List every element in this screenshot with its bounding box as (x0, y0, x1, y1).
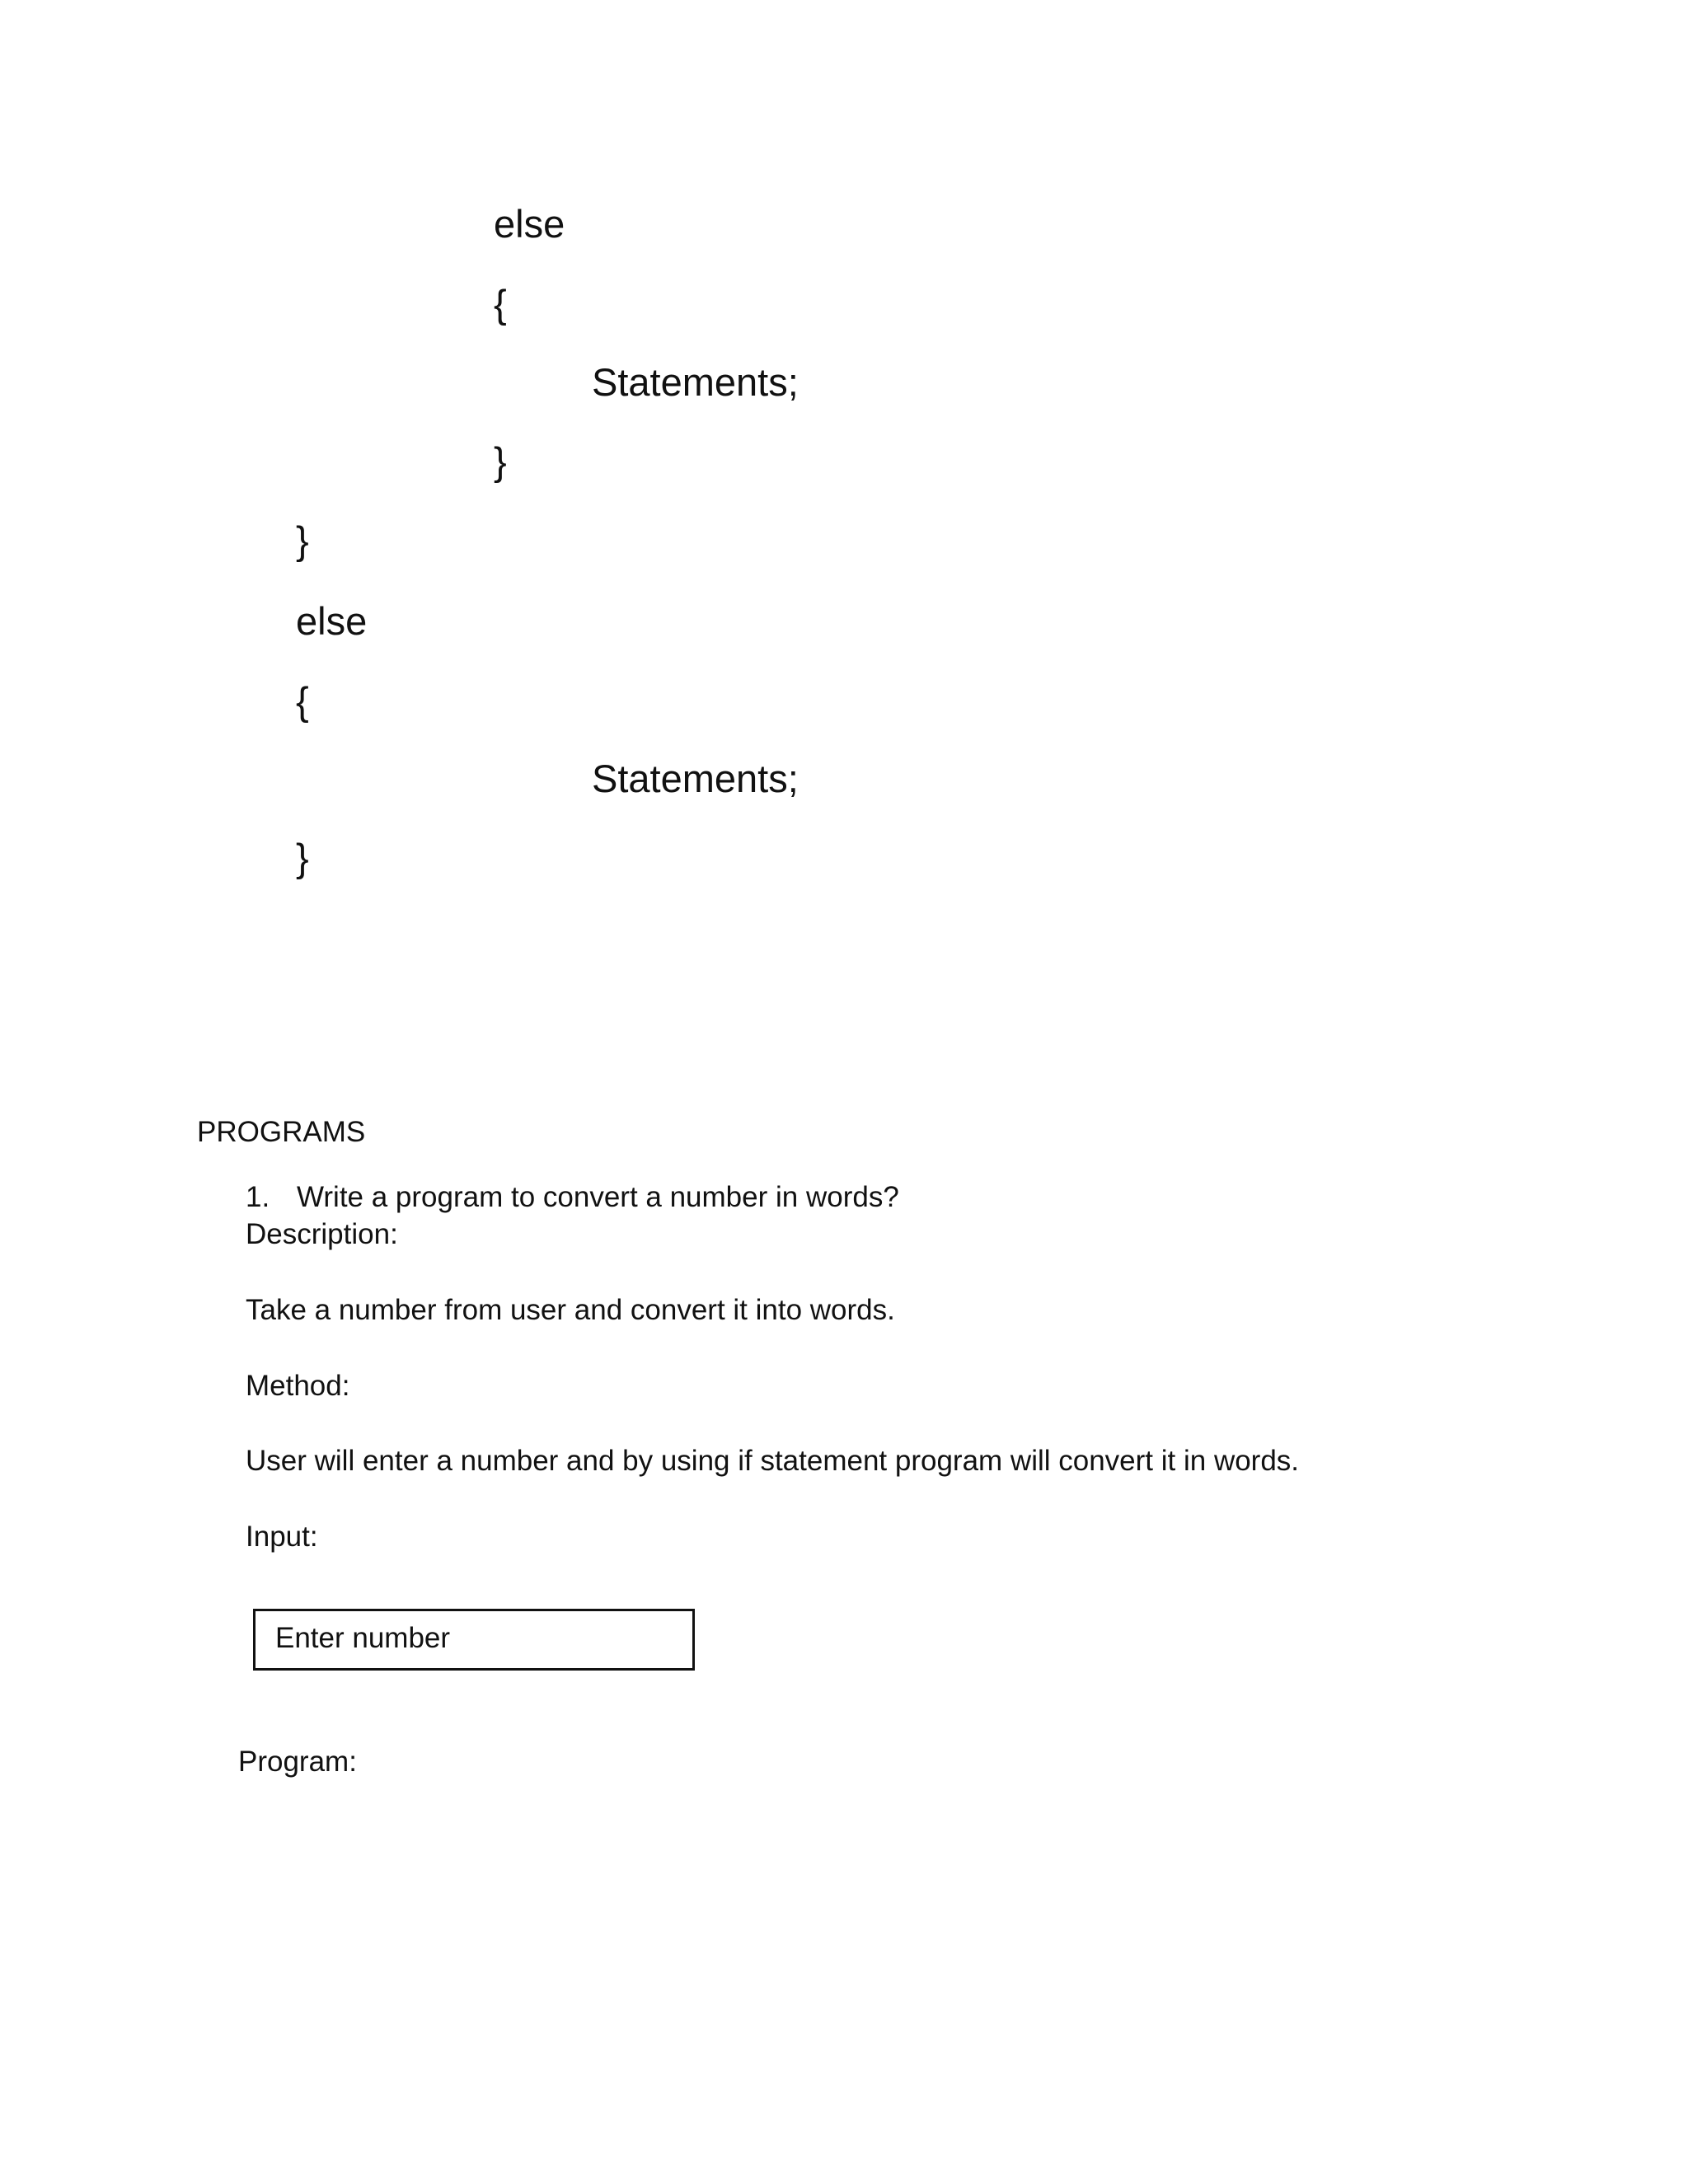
code-open-brace: { (494, 282, 507, 326)
list-item-number: 1. (246, 1181, 270, 1213)
method-label: Method: (246, 1370, 350, 1402)
number-input-box (253, 1609, 695, 1671)
description-text: Take a number from user and convert it into words. (246, 1294, 895, 1326)
list-item (246, 1183, 899, 1212)
code-close-brace-final: } (296, 836, 309, 879)
description-label: Description: (246, 1218, 398, 1250)
input-label: Input: (246, 1521, 318, 1553)
code-statements-outer: Statements; (592, 757, 799, 800)
code-else-keyword: else (494, 202, 565, 246)
method-text: User will enter a number and by using if statement program will convert it in words. (246, 1445, 1300, 1477)
programs-heading: PROGRAMS (197, 1116, 366, 1148)
code-close-brace: } (494, 439, 507, 483)
code-else-outer-keyword: else (296, 599, 368, 643)
program-label: Program: (238, 1746, 357, 1778)
number-input[interactable] (256, 1611, 692, 1668)
list-item-question: Write a program to convert a number in words? (297, 1181, 899, 1213)
code-open-brace-outer: { (296, 679, 309, 723)
code-close-brace-outer: } (296, 518, 309, 562)
code-statements: Statements; (592, 360, 799, 404)
